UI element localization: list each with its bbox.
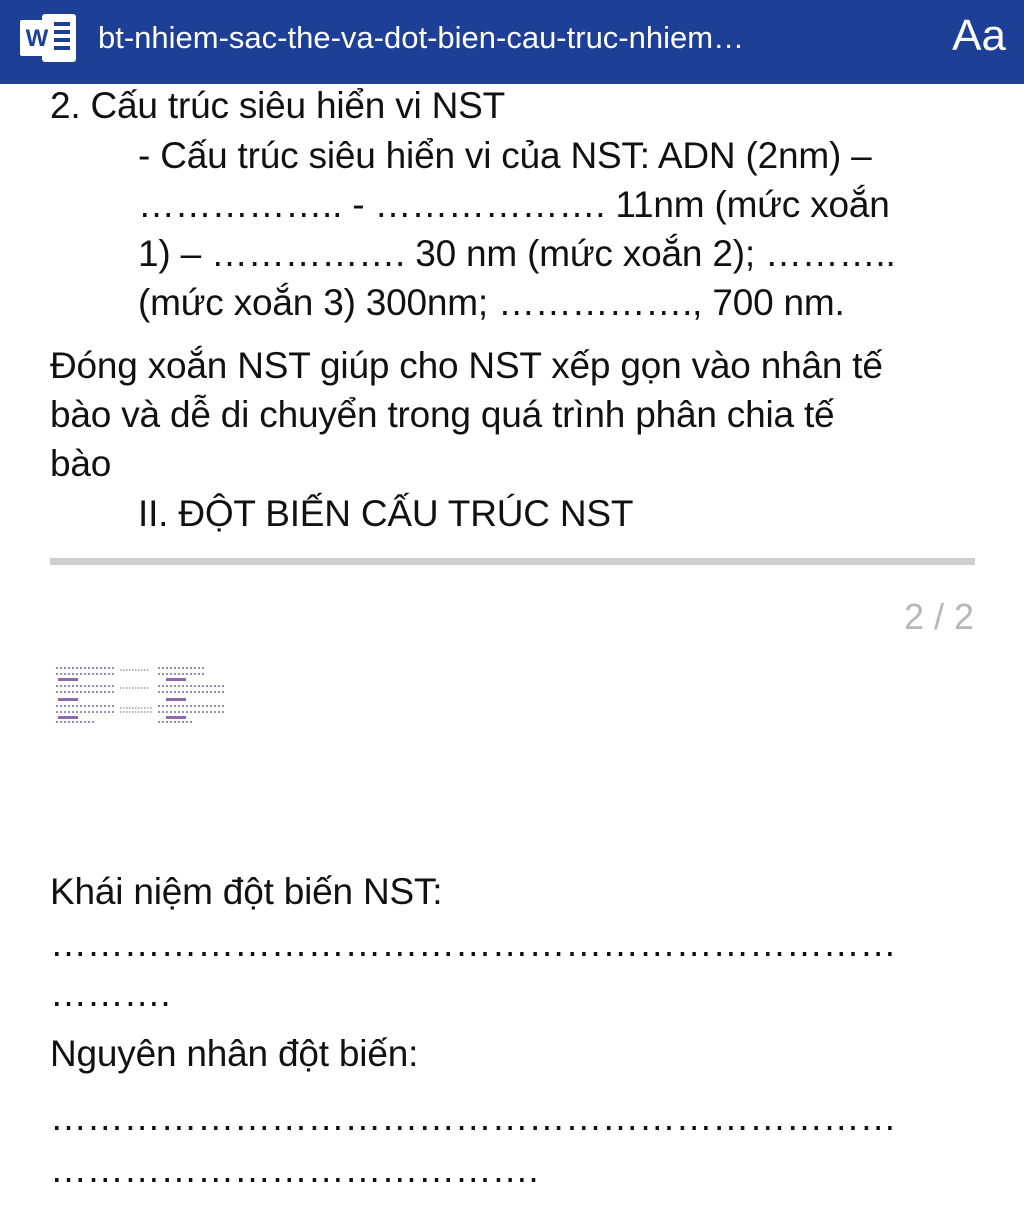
concept-answer-dots: …………………………………………………………… [50, 923, 897, 964]
page-indicator: 2 / 2 [903, 596, 974, 637]
concept-answer-dots: ………. [50, 973, 171, 1014]
word-icon [20, 12, 78, 64]
cause-label: Nguyên nhân đột biến: [50, 1033, 419, 1074]
document-title: bt-nhiem-sac-the-va-dot-bien-cau-truc-nhiem… [98, 20, 745, 55]
text-line: …………….. - ………………. 11nm (mức xoắn [138, 184, 890, 225]
page-divider [50, 558, 975, 565]
section-heading-structure: 2. Cấu trúc siêu hiển vi NST [50, 85, 506, 126]
cause-answer-dots: …………………………………………………………… [50, 1097, 897, 1138]
concept-label: Khái niệm đột biến NST: [50, 871, 443, 912]
text-line: 1) – ……………. 30 nm (mức xoắn 2); ……….. [138, 233, 896, 274]
svg-text:W: W [25, 25, 49, 52]
paragraph-line: bào [50, 443, 112, 484]
cause-answer-dots: …………………………………. [50, 1149, 539, 1190]
section-heading-mutation: II. ĐỘT BIẾN CẤU TRÚC NST [138, 493, 634, 534]
top-bar [0, 0, 1024, 84]
diagram-thumbnail[interactable] [54, 662, 232, 732]
paragraph-line: Đóng xoắn NST giúp cho NST xếp gọn vào nhân tế [50, 345, 883, 386]
text-line: (mức xoắn 3) 300nm; ……………., 700 nm. [138, 282, 845, 323]
font-size-button[interactable]: Aa [952, 11, 1006, 60]
paragraph-line: bào và dễ di chuyển trong quá trình phân chia tế [50, 394, 835, 435]
text-line: - Cấu trúc siêu hiển vi của NST: ADN (2nm) – [138, 135, 872, 176]
